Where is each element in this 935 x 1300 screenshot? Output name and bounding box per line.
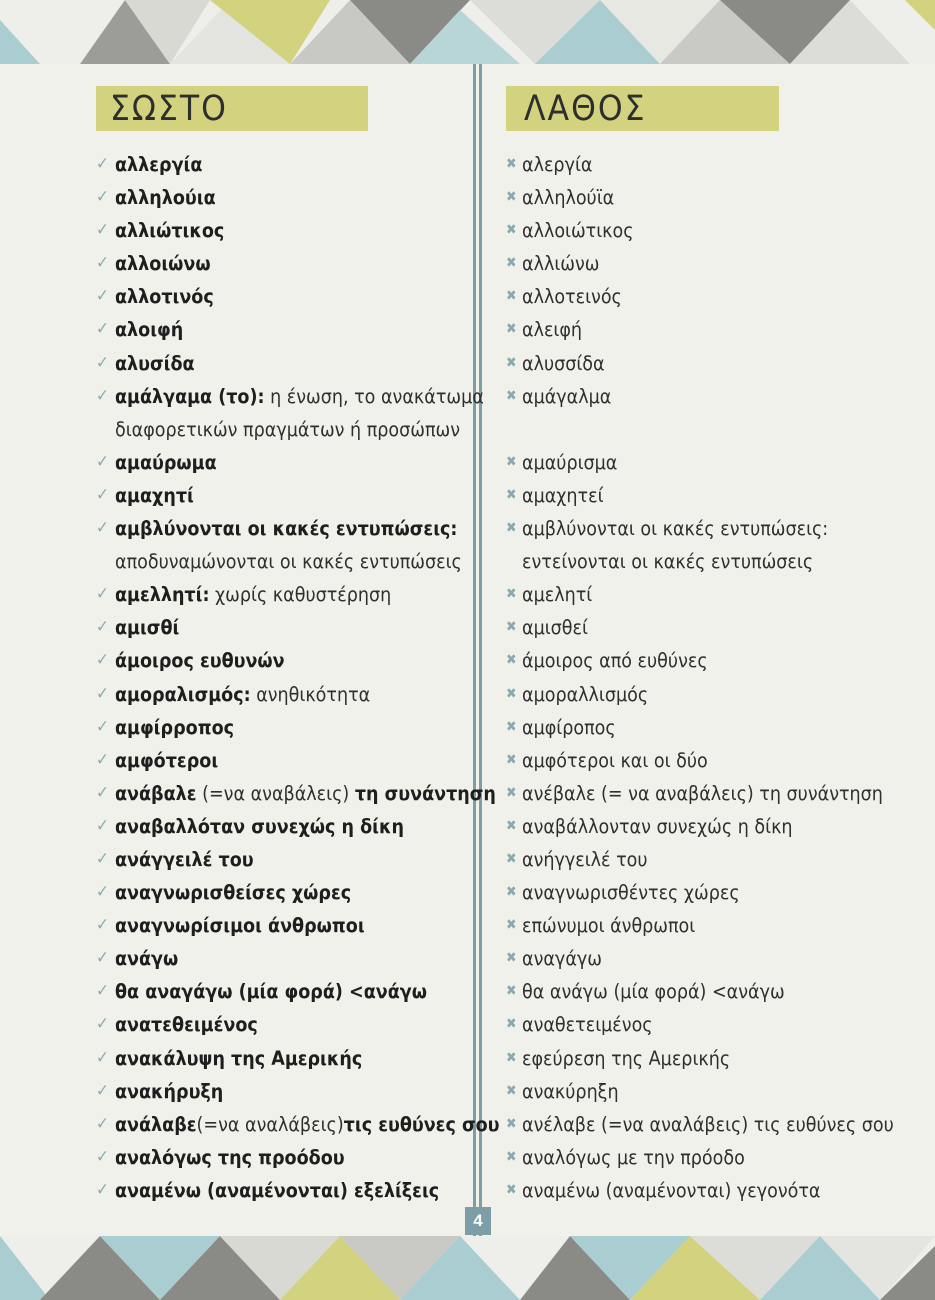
cross-icon: ✖ — [506, 950, 517, 967]
correct-term-tail: τις ευθύνες σου — [343, 1112, 500, 1136]
correct-term-tail: τη συνάντηση — [354, 781, 496, 805]
check-icon: ✓ — [96, 154, 109, 174]
wrong-item — [504, 1108, 894, 1141]
correct-term: αλλιώτικος — [115, 219, 225, 243]
wrong-term: αλειφή — [522, 318, 583, 342]
cross-icon: ✖ — [506, 156, 517, 172]
wrong-item — [504, 942, 894, 975]
wrong-term: αλλιώνω — [522, 252, 600, 276]
correct-item — [82, 876, 500, 909]
correct-item — [82, 214, 500, 247]
cross-icon: ✖ — [506, 1148, 517, 1165]
correct-term: αλυσίδα — [115, 351, 195, 375]
correct-item — [82, 744, 500, 777]
wrong-term: ανακύρηξη — [522, 1079, 619, 1103]
wrong-term: θα ανάγω (μία φορά) <ανάγω — [522, 980, 785, 1004]
wrong-term: άμοιρος από ευθύνες — [522, 649, 708, 673]
correct-list — [82, 148, 500, 1207]
wrong-item — [504, 1008, 894, 1041]
correct-item — [82, 909, 500, 942]
cross-icon: ✖ — [506, 652, 517, 669]
wrong-term: ανέλαβε (=να αναλάβεις) τις ευθύνες σου — [522, 1112, 894, 1136]
wrong-term: αλλοιώτικος — [522, 219, 634, 243]
wrong-term: επώνυμοι άνθρωποι — [522, 914, 696, 938]
wrong-list — [504, 148, 894, 1207]
correct-item — [82, 380, 500, 413]
wrong-term: αλυσσίδα — [522, 351, 605, 375]
correct-item — [82, 148, 500, 181]
correct-note: η ένωση, το ανακάτωμα — [264, 384, 484, 408]
cross-icon: ✖ — [506, 1115, 517, 1132]
correct-term: αμφίρροπος — [115, 715, 235, 739]
wrong-item — [504, 975, 894, 1008]
correct-item — [82, 1141, 500, 1174]
wrong-item — [504, 380, 894, 413]
wrong-term: αμαύρισμα — [522, 450, 618, 474]
correct-item — [82, 247, 500, 280]
wrong-item — [504, 280, 894, 313]
correct-item — [82, 678, 500, 711]
correct-item — [82, 1108, 500, 1141]
wrong-title: ΛΑΘΟΣ — [524, 88, 647, 129]
correct-term: αμοραλισμός: — [115, 682, 251, 706]
check-icon: ✓ — [96, 1047, 109, 1068]
cross-icon: ✖ — [506, 1016, 517, 1033]
correct-item — [82, 777, 500, 810]
check-icon: ✓ — [96, 319, 109, 340]
check-icon: ✓ — [96, 915, 109, 936]
correct-item — [82, 446, 500, 479]
cross-icon: ✖ — [506, 751, 517, 768]
check-icon: ✓ — [96, 683, 109, 704]
check-icon: ✓ — [96, 187, 109, 208]
correct-title: ΣΩΣΤΟ — [110, 88, 228, 129]
cross-icon: ✖ — [506, 718, 517, 735]
correct-term: θα αναγάγω (μία φορά) <ανάγω — [115, 980, 427, 1004]
correct-term: ανατεθειμένος — [115, 1013, 258, 1037]
cross-icon: ✖ — [506, 685, 517, 702]
cross-icon: ✖ — [506, 321, 517, 338]
correct-term: αλλοιώνω — [115, 252, 211, 276]
check-icon: ✓ — [96, 617, 109, 638]
cross-icon: ✖ — [506, 884, 517, 901]
correct-item — [82, 545, 500, 578]
correct-item — [82, 942, 500, 975]
correct-item — [82, 1042, 500, 1075]
wrong-item — [504, 644, 894, 677]
wrong-item — [504, 181, 894, 214]
check-icon: ✓ — [96, 716, 109, 737]
correct-item — [82, 611, 500, 644]
cross-icon: ✖ — [506, 850, 517, 867]
check-icon: ✓ — [96, 782, 109, 803]
correct-note: (=να αναλάβεις) — [196, 1112, 344, 1136]
wrong-term: ανέβαλε (= να αναβάλεις) τη συνάντηση — [522, 781, 883, 805]
check-icon: ✓ — [96, 451, 109, 472]
correct-item — [82, 181, 500, 214]
wrong-term: εντείνονται οι κακές εντυπώσεις — [522, 550, 814, 574]
check-icon: ✓ — [96, 1179, 109, 1200]
correct-header — [96, 86, 368, 131]
correct-item — [82, 347, 500, 380]
correct-term: άμοιρος ευθυνών — [115, 649, 285, 673]
wrong-item — [504, 313, 894, 346]
correct-term: αμισθί — [115, 616, 180, 640]
correct-item — [82, 479, 500, 512]
correct-item-continuation: διαφορετικών πραγμάτων ή προσώπων — [115, 417, 461, 441]
cross-icon: ✖ — [506, 354, 517, 371]
wrong-item — [504, 1174, 894, 1207]
wrong-item — [504, 1042, 894, 1075]
cross-icon: ✖ — [506, 486, 517, 503]
check-icon: ✓ — [96, 848, 109, 869]
cross-icon: ✖ — [506, 189, 517, 206]
wrong-item — [504, 413, 894, 446]
wrong-item — [504, 678, 894, 711]
wrong-term: αμφότεροι και οι δύο — [522, 748, 708, 772]
cross-icon: ✖ — [506, 222, 517, 239]
wrong-item — [504, 777, 894, 810]
correct-term: αμφότεροι — [115, 748, 219, 772]
correct-term: αμελλητί: — [115, 583, 210, 607]
correct-term: αμβλύνονται οι κακές εντυπώσεις: — [115, 517, 458, 541]
check-icon: ✓ — [96, 1113, 109, 1134]
bottom-decorative-band — [0, 1236, 935, 1300]
correct-item — [82, 1174, 500, 1207]
correct-term: αλλεργία — [115, 153, 203, 176]
wrong-term: αμφίροπος — [522, 715, 616, 739]
correct-note: ανηθικότητα — [250, 682, 371, 706]
wrong-item — [504, 810, 894, 843]
cross-icon: ✖ — [506, 288, 517, 305]
check-icon: ✓ — [96, 749, 109, 770]
cross-icon: ✖ — [506, 1181, 517, 1198]
wrong-term: αναλόγως με την πρόοδο — [522, 1145, 745, 1169]
correct-term: ανάλαβε — [115, 1112, 197, 1136]
correct-term: αμάλγαμα (το): — [115, 384, 265, 408]
wrong-item — [504, 1141, 894, 1174]
correct-term: αναμένω (αναμένονται) εξελίξεις — [115, 1178, 440, 1202]
correct-term: ανακήρυξη — [115, 1079, 224, 1103]
cross-icon: ✖ — [506, 1049, 517, 1066]
check-icon: ✓ — [96, 484, 109, 505]
correct-item — [82, 975, 500, 1008]
correct-term: αλοιφή — [115, 318, 184, 342]
correct-item — [82, 313, 500, 346]
check-icon: ✓ — [96, 286, 109, 307]
correct-term: ανάγω — [115, 947, 179, 971]
wrong-term: αμαχητεί — [522, 483, 604, 507]
correct-term: αμαύρωμα — [115, 450, 217, 474]
correct-item — [82, 644, 500, 677]
wrong-term: αναβάλλονταν συνεχώς η δίκη — [522, 814, 793, 838]
wrong-item — [504, 347, 894, 380]
check-icon: ✓ — [96, 352, 109, 373]
cross-icon: ✖ — [506, 453, 517, 470]
correct-item — [82, 1008, 500, 1041]
check-icon: ✓ — [96, 584, 109, 605]
correct-item-continuation: αποδυναμώνονται οι κακές εντυπώσεις — [115, 550, 462, 574]
check-icon: ✓ — [96, 981, 109, 1002]
wrong-item — [504, 876, 894, 909]
correct-item — [82, 711, 500, 744]
wrong-item — [504, 247, 894, 280]
cross-icon: ✖ — [506, 1082, 517, 1099]
wrong-item — [504, 148, 894, 181]
check-icon: ✓ — [96, 220, 109, 241]
cross-icon: ✖ — [506, 619, 517, 636]
wrong-term: αμβλύνονται οι κακές εντυπώσεις: — [522, 517, 829, 541]
check-icon: ✓ — [96, 650, 109, 671]
correct-item — [82, 1075, 500, 1108]
check-icon: ✓ — [96, 253, 109, 274]
wrong-term: αναμένω (αναμένονται) γεγονότα — [522, 1178, 821, 1202]
check-icon: ✓ — [96, 882, 109, 903]
check-icon: ✓ — [96, 948, 109, 969]
correct-item — [82, 843, 500, 876]
cross-icon: ✖ — [506, 983, 517, 1000]
wrong-term: αμάγαλμα — [522, 384, 612, 408]
wrong-item — [504, 512, 894, 545]
wrong-term: αλλοτεινός — [522, 285, 622, 309]
correct-term: αναβαλλόταν συνεχώς η δίκη — [115, 814, 404, 838]
correct-term: αμαχητί — [115, 483, 194, 507]
page-number: 4 — [465, 1207, 491, 1235]
cross-icon: ✖ — [506, 387, 517, 404]
wrong-term: αναγάγω — [522, 947, 602, 971]
correct-term: αλλοτινός — [115, 285, 214, 309]
check-icon: ✓ — [96, 1014, 109, 1035]
check-icon: ✓ — [96, 1146, 109, 1167]
check-icon: ✓ — [96, 815, 109, 836]
wrong-item — [504, 909, 894, 942]
wrong-term: αμοραλλισμός — [522, 682, 649, 706]
correct-term: ανάγγειλέ του — [115, 847, 254, 871]
correct-item — [82, 413, 500, 446]
wrong-term: αλεργία — [522, 153, 593, 176]
correct-term: αναγνωρισθείσες χώρες — [115, 881, 352, 905]
wrong-item — [504, 711, 894, 744]
cross-icon: ✖ — [506, 817, 517, 834]
wrong-item — [504, 479, 894, 512]
wrong-term: αναθετειμένος — [522, 1013, 653, 1037]
wrong-item — [504, 843, 894, 876]
wrong-item — [504, 611, 894, 644]
correct-term: αλληλούια — [115, 186, 216, 210]
wrong-item — [504, 1075, 894, 1108]
cross-icon: ✖ — [506, 784, 517, 801]
check-icon: ✓ — [96, 518, 109, 539]
correct-term: ανάβαλε — [115, 781, 197, 805]
wrong-term: αμισθεί — [522, 616, 588, 640]
wrong-term: εφεύρεση της Αμερικής — [522, 1046, 731, 1070]
wrong-term: αμελητί — [522, 583, 593, 607]
correct-term: αναλόγως της προόδου — [115, 1145, 345, 1169]
wrong-item — [504, 744, 894, 777]
correct-item — [82, 578, 500, 611]
correct-item — [82, 512, 500, 545]
wrong-term: ανήγγειλέ του — [522, 847, 648, 871]
correct-note: χωρίς καθυστέρηση — [209, 583, 392, 607]
cross-icon: ✖ — [506, 520, 517, 537]
cross-icon: ✖ — [506, 586, 517, 603]
wrong-header — [506, 86, 779, 131]
correct-term: αναγνωρίσιμοι άνθρωποι — [115, 914, 365, 938]
cross-icon: ✖ — [506, 917, 517, 934]
top-decorative-band — [0, 0, 935, 64]
correct-term: ανακάλυψη της Αμερικής — [115, 1046, 363, 1070]
wrong-term: αναγνωρισθέντες χώρες — [522, 881, 740, 905]
correct-item — [82, 280, 500, 313]
wrong-item — [504, 578, 894, 611]
wrong-term: αλληλούϊα — [522, 186, 615, 210]
check-icon: ✓ — [96, 1080, 109, 1101]
correct-note: (=να αναβάλεις) — [196, 781, 355, 805]
wrong-item — [504, 545, 894, 578]
check-icon: ✓ — [96, 385, 109, 406]
correct-item — [82, 810, 500, 843]
wrong-item — [504, 446, 894, 479]
cross-icon: ✖ — [506, 255, 517, 272]
wrong-item — [504, 214, 894, 247]
